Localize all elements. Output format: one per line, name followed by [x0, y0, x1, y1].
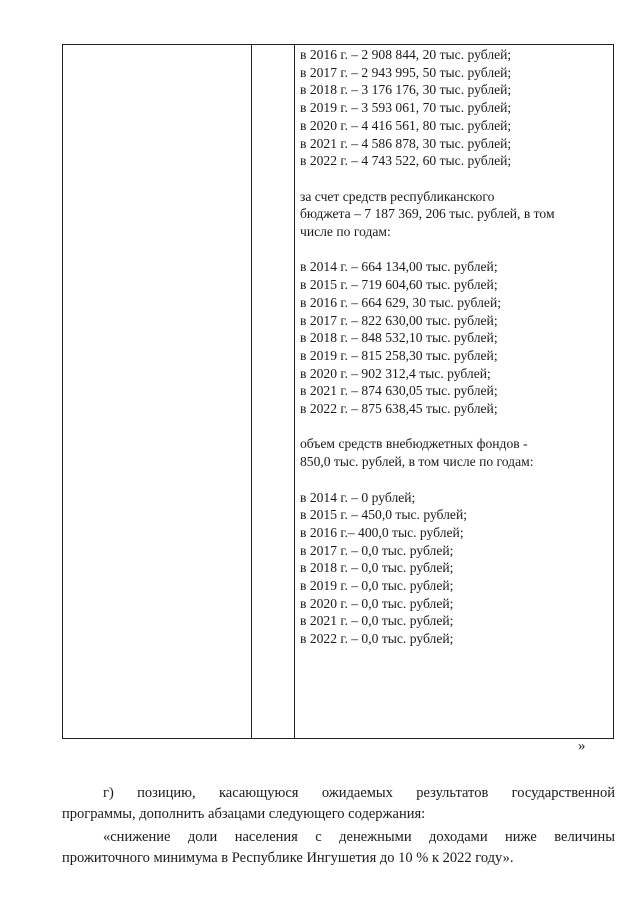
funding-line: в 2016 г.– 400,0 тыс. рублей; [300, 524, 464, 540]
paragraph-g-line: программы, дополнить абзацами следующего содержания: [62, 806, 426, 822]
funding-line: в 2019 г. – 0,0 тыс. рублей; [300, 578, 454, 594]
funding-line: в 2015 г. – 450,0 тыс. рублей; [300, 507, 468, 523]
republican-budget-heading: числе по годам: [300, 224, 391, 240]
republican-budget-heading: за счет средств республиканского [300, 188, 495, 204]
paragraph-quote-line: прожиточного минимума в Республике Ингушетия до 10 % к 2022 году». [62, 850, 514, 866]
funding-line: в 2020 г. – 4 416 561, 80 тыс. рублей; [300, 117, 512, 133]
funding-line: в 2018 г. – 3 176 176, 30 тыс. рублей; [300, 82, 512, 98]
funding-line: в 2021 г. – 874 630,05 тыс. рублей; [300, 383, 498, 399]
funding-line: в 2020 г. – 902 312,4 тыс. рублей; [300, 365, 491, 381]
funding-line: в 2016 г. – 664 629, 30 тыс. рублей; [300, 294, 501, 310]
funding-line: в 2016 г. – 2 908 844, 20 тыс. рублей; [300, 47, 512, 62]
funding-line: в 2019 г. – 815 258,30 тыс. рублей; [300, 347, 498, 363]
funding-line: в 2022 г. – 875 638,45 тыс. рублей; [300, 401, 498, 417]
funding-line: в 2017 г. – 822 630,00 тыс. рублей; [300, 312, 498, 328]
funding-line: в 2019 г. – 3 593 061, 70 тыс. рублей; [300, 100, 512, 116]
column-divider [251, 45, 252, 738]
column-divider [294, 45, 295, 738]
funding-line: в 2022 г. – 4 743 522, 60 тыс. рублей; [300, 153, 512, 169]
budget-table [62, 44, 614, 739]
funding-line: в 2017 г. – 2 943 995, 50 тыс. рублей; [300, 64, 512, 80]
extrabudgetary-heading: объем средств внебюджетных фондов - [300, 436, 528, 452]
closing-quote: » [578, 738, 586, 754]
paragraph-quote-line: «снижение доли населения с денежными доходами ниже величины [103, 829, 615, 845]
paragraph-g [62, 783, 615, 825]
funding-line: в 2022 г. – 0,0 тыс. рублей; [300, 631, 454, 647]
paragraph-g-line: г) позицию, касающуюся ожидаемых результатов государственной [103, 785, 615, 801]
funding-line: в 2018 г. – 848 532,10 тыс. рублей; [300, 330, 498, 346]
paragraph-quote [62, 827, 615, 869]
funding-cell [300, 46, 610, 648]
funding-line: в 2014 г. – 0 рублей; [300, 489, 416, 505]
funding-line: в 2015 г. – 719 604,60 тыс. рублей; [300, 277, 498, 293]
funding-line: в 2017 г. – 0,0 тыс. рублей; [300, 542, 454, 558]
extrabudgetary-heading: 850,0 тыс. рублей, в том числе по годам: [300, 454, 534, 470]
funding-line: в 2021 г. – 4 586 878, 30 тыс. рублей; [300, 135, 512, 151]
funding-line: в 2020 г. – 0,0 тыс. рублей; [300, 595, 454, 611]
funding-line: в 2014 г. – 664 134,00 тыс. рублей; [300, 259, 498, 275]
funding-line: в 2021 г. – 0,0 тыс. рублей; [300, 613, 454, 629]
funding-line: в 2018 г. – 0,0 тыс. рублей; [300, 560, 454, 576]
republican-budget-heading: бюджета – 7 187 369, 206 тыс. рублей, в том [300, 206, 555, 222]
